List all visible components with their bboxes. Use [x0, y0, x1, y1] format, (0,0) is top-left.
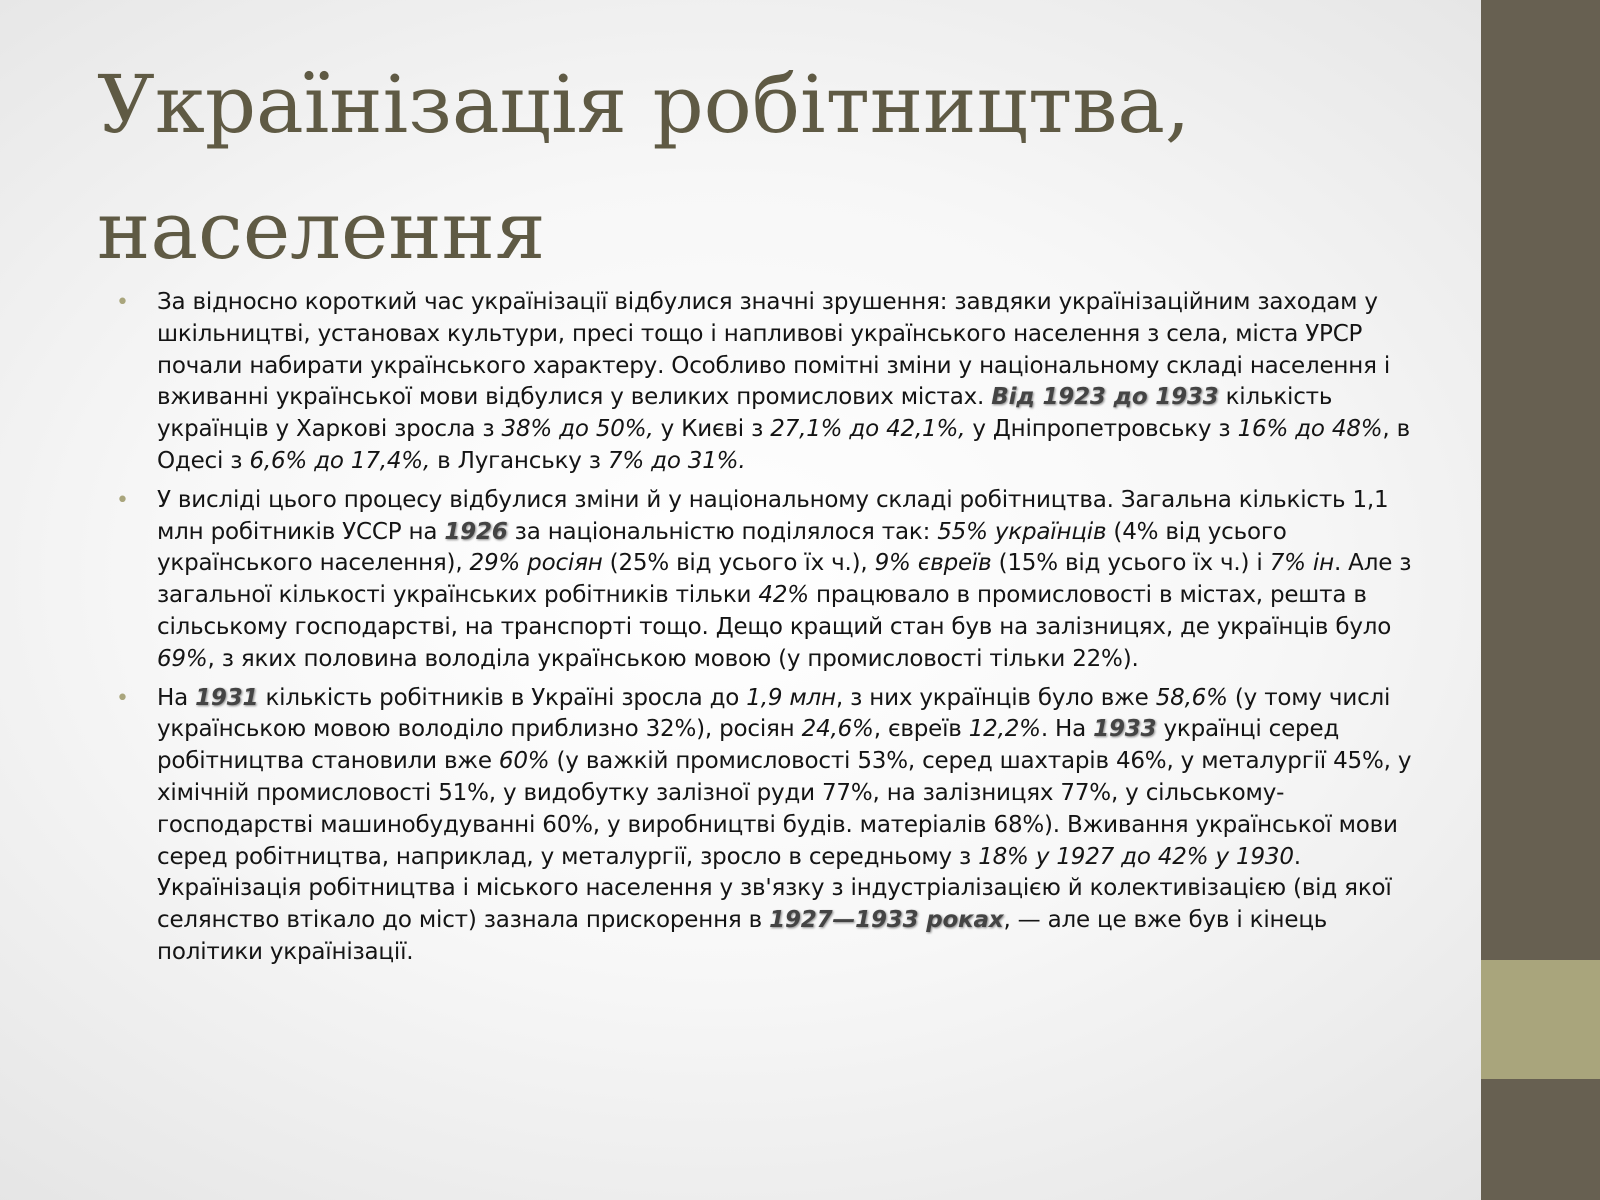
text-run: українці серед робітництва становили вже — [157, 716, 1340, 775]
italic-run: 27,1% до 42,1%, — [770, 416, 966, 443]
text-run: у Дніпропетровську з — [965, 416, 1238, 443]
italic-run: 24,6% — [801, 716, 874, 743]
italic-run: 6,6% до 17,4%, — [249, 447, 431, 474]
text-run: У висліді цього процесу відбулися зміни й у національному складі робітництва. Загальна кількість 1,1 млн робітників УССР на — [157, 486, 1389, 545]
italic-run: 9% євреїв — [874, 550, 992, 577]
italic-run: 7% ін — [1269, 550, 1334, 577]
highlight-run: 1933 — [1093, 716, 1157, 743]
text-run: (у тому числі українською мовою володіло приблизно 32%), росіян — [157, 684, 1391, 743]
text-run: , в Одесі з — [157, 416, 1410, 474]
bullet-list — [116, 287, 1426, 976]
slide-title-line-1: Українізація робітництва, — [97, 58, 1191, 151]
italic-run: 60% — [498, 748, 550, 775]
side-bar-accent — [1481, 960, 1600, 1079]
text-run: , євреїв — [873, 716, 969, 743]
text-run: За відносно короткий час українізації відбулися значні зрушення: завдяки українізаційним заходам у шкільництві, установах культури, пресі тощо і напливові українського населення з села, міста УРСР почали набирати українського характеру. Особливо помітні зміни у національному складі населення і вживанні української мови відбулися у великих промислових містах. — [157, 289, 1391, 411]
bullet-dot-icon: • — [116, 487, 129, 513]
highlight-run: 1927—1933 роках — [769, 907, 1004, 934]
italic-run: 1,9 млн — [746, 684, 836, 711]
bullet-item-1 — [116, 287, 1426, 478]
bullet-dot-icon: • — [116, 685, 129, 711]
text-run: . На — [1040, 716, 1094, 743]
text-run: (15% від усього їх ч.) і — [991, 550, 1270, 577]
italic-run: 18% у 1927 до 42% у 1930 — [978, 843, 1294, 870]
text-run: . Але з загальної кількості українських робітників тільки — [157, 550, 1412, 609]
italic-run: 12,2% — [968, 716, 1041, 743]
text-run: кількість робітників в Україні зросла до — [258, 684, 747, 711]
bullet-item-3 — [116, 683, 1426, 969]
text-run: , з них українців було вже — [835, 684, 1156, 711]
text-run: . Українізація робітництва і міського населення у зв'язку з індустріалізацією й колективізацією (від якої селянство втікало до міст) зазнала прискорення в — [157, 843, 1392, 934]
highlight-run: 1926 — [444, 518, 508, 545]
text-run: , — але це вже був і кінець політики українізації. — [157, 907, 1328, 965]
italic-run: 55% українців — [937, 518, 1107, 545]
italic-run: 38% до 50%, — [501, 416, 654, 443]
italic-run: 42% — [758, 582, 809, 609]
text-run: , з яких половина володіла українською мовою (у промисловості тільки 22%). — [207, 645, 1139, 672]
italic-run: 16% до 48% — [1237, 416, 1383, 443]
text-run: кількість українців у Харкові зросла з — [157, 384, 1333, 443]
italic-run: 69% — [157, 645, 208, 672]
italic-run: 58,6% — [1155, 684, 1228, 711]
text-run: працювало в промисловості в містах, решта в сільському господарстві, на транспорті тощо. Дещо кращий стан був на залізницях, де українців було — [157, 582, 1392, 640]
slide-title — [97, 42, 1457, 294]
italic-run: 29% росіян — [469, 550, 603, 577]
text-run: На — [157, 684, 196, 711]
text-run: (25% від усього їх ч.), — [602, 550, 875, 577]
highlight-run: 1931 — [195, 684, 259, 711]
text-run: за національністю поділялося так: — [507, 518, 938, 545]
highlight-run: Від 1923 до 1933 — [991, 384, 1219, 411]
text-run: (у важкій промисловості 53%, серед шахтарів 46%, у металургії 45%, у хімічній промисловості 51%, у видобутку залізної руди 77%, на залізницях 77%, у сільському-господарстві машинобудуванні 60%, у виробництві будів. матеріалів 68%). Вживання української мови серед робітництва, наприклад, у металургії, зросло в середньому з — [157, 748, 1412, 870]
bullet-item-2 — [116, 485, 1426, 676]
text-run: (4% від усього українського населення), — [157, 518, 1287, 577]
text-run: у Києві з — [653, 416, 771, 443]
bullet-dot-icon: • — [116, 290, 129, 315]
slide-title-line-2: населення — [97, 184, 546, 277]
text-run: в Луганську з — [430, 447, 608, 474]
italic-run: 7% до 31%. — [607, 447, 746, 474]
